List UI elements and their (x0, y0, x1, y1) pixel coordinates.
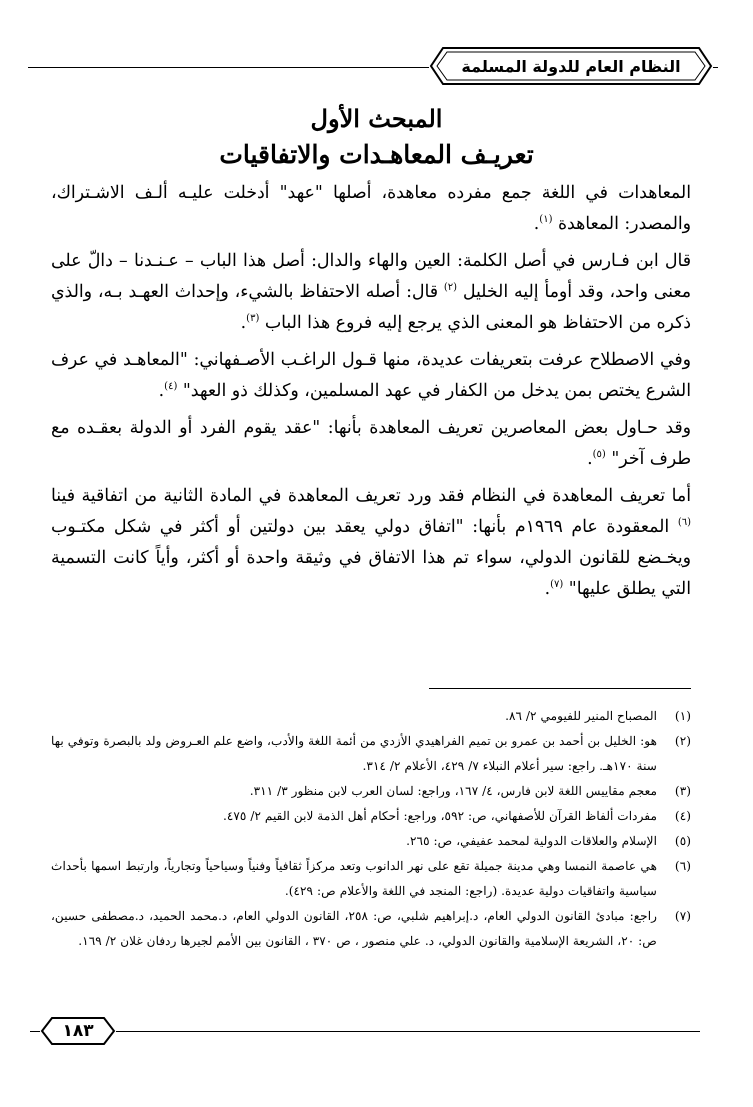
footnote-ref[interactable]: (٥) (592, 449, 606, 461)
paragraph: المعاهدات في اللغة جمع مفرده معاهدة، أصلها "عهد" أدخلت عليـه ألـف الاشـتراك، والمصدر: المعاهدة $^{(١)}$. (51, 183, 691, 234)
body-text (51, 178, 691, 611)
footnote: (٣) معجم مقاييس اللغة لابن فارس، ٤/ ١٦٧، وراجع: لسان العرب لابن منظور ٣/ ٣١١. (249, 784, 691, 798)
section-subtitle: تعريـف المعاهـدات والاتفاقيات (219, 140, 534, 169)
page-number: ١٨٣ (62, 1021, 94, 1041)
footnote: (٥) الإسلام والعلاقات الدولية لمحمد عفيفي، ص: ٢٦٥. (406, 834, 691, 848)
page-number-box (40, 1016, 116, 1046)
footnote-ref[interactable]: (٤) (164, 381, 178, 393)
paragraph: وقد حـاول بعض المعاصرين تعريف المعاهدة بأنها: "عقد يقوم الفرد أو الدولة بعقـده مع طرف آخر" $^{(٥)}$. (51, 418, 691, 469)
footnote: (١) المصباح المنير للفيومي ٢/ ٨٦. (505, 709, 691, 723)
footnote: (٤) مفردات ألفاظ القرآن للأصفهاني، ص: ٥٩٢، وراجع: أحكام أهل الذمة لابن القيم ٢/ ٤٧٥. (222, 809, 691, 823)
footer-rule (30, 1031, 700, 1032)
footnote-ref[interactable]: (١) (539, 214, 553, 226)
footnote-ref[interactable]: (٣) (246, 313, 260, 325)
footnote: (٧) راجع: مبادئ القانون الدولي العام، د.إبراهيم شلبي، ص: ٢٥٨، القانون الدولي العام، د.محمد الحميد، د.مصطفى حسين، ص: ٢٠، الشريعة الإسلامية والقانون الدولي، د. علي منصور ، ص ٣٧٠ ، القانون بين الأمم لجيرها ردفان غلان ٢/ ١٦٩. (51, 909, 691, 948)
footnote: (٦) هي عاصمة النمسا وهي مدينة جميلة تقع على نهر الدانوب وتعد مركزاً ثقافياً وفنياً وسياحياً وتجارياً، وارتبط اسمها بأحداث سياسية واتفاقيات دولية عديدة. (راجع: المنجد في اللغة والأعلام ص: ٤٢٩). (51, 859, 691, 898)
running-header (429, 46, 713, 86)
footnotes (51, 704, 691, 954)
footnote-ref[interactable]: (٧) (550, 579, 564, 591)
paragraph: أما تعريف المعاهدة في النظام فقد ورد تعريف المعاهدة في المادة الثانية من اتفاقية فينا $^{(٦)}$ المعقودة عام ١٩٦٩م بأنها: "اتفاق دولي يعقد بين دولتين أو أكثر في شكل مكتـوب ويخـضع للقانون الدولي، سواء تم هذا الاتفاق في وثيقة واحدة أو أكثر، وأياً كانت التسمية التي يطلق عليها" $^{(٧)}$. (51, 486, 691, 599)
footnote-separator (429, 688, 691, 689)
footnote-ref[interactable]: (٦) (677, 517, 691, 529)
header-title: النظام العام للدولة المسلمة (461, 56, 681, 76)
footnote: (٢) هو: الخليل بن أحمد بن عمرو بن تميم الفراهيدي الأزدي من أئمة اللغة والأدب، واضع علم العـروض ولد بالبصرة وتوفي بها سنة ١٧٠هـ. راجع: سير أعلام النبلاء ٧/ ٤٢٩، الأعلام ٢/ ٣١٤. (51, 734, 691, 773)
paragraph: قال ابن فـارس في أصل الكلمة: العين والهاء والدال: أصل هذا الباب – عـنـدنا – دالّ على معنى واحد، وقد أومأ إليه الخليل $^{(٢)}$ قال: أصله الاحتفاظ بالشيء، وإحداث العهـد بـه، والذي ذكره من الاحتفاظ هو المعنى الذي يرجع إليه فروع هذا الباب $^{(٣)}$. (51, 251, 691, 333)
paragraph: وفي الاصطلاح عرفت بتعريفات عديدة، منها قـول الراغـب الأصـفهاني: "المعاهـد في عرف الشرع يختص بمن يدخل من الكفار في عهد المسلمين، وكذلك ذو العهد" $^{(٤)}$. (51, 350, 691, 401)
section-title: المبحث الأول (310, 104, 443, 133)
footnote-ref[interactable]: (٢) (443, 282, 458, 294)
